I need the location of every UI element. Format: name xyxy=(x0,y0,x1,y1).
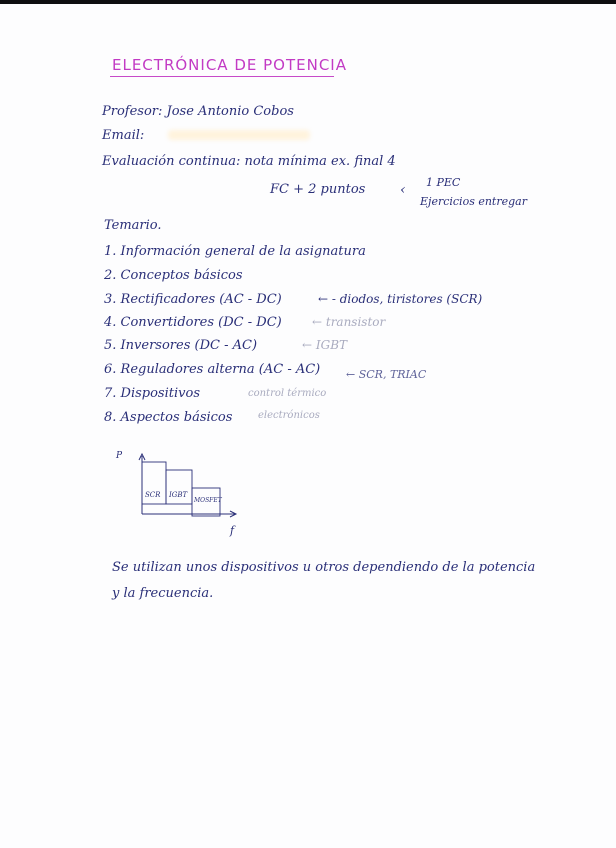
temario-item: 5. Inversores (DC - AC) xyxy=(104,338,258,353)
evaluacion-line: Evaluación continua: nota mínima ex. final 4 xyxy=(102,154,396,169)
temario-note: control térmico xyxy=(248,388,327,399)
temario-item: 8. Aspectos básicos xyxy=(104,410,233,425)
scr-label: SCR xyxy=(145,491,161,499)
temario-note: ← IGBT xyxy=(302,338,348,352)
temario-item: 3. Rectificadores (AC - DC) xyxy=(104,292,282,307)
email-label: Email: xyxy=(102,128,145,143)
ejercicios-note: Ejercicios entregar xyxy=(420,195,527,208)
temario-note: ← transistor xyxy=(312,315,386,329)
title-underline xyxy=(110,76,334,77)
temario-item: 2. Conceptos básicos xyxy=(104,268,243,283)
temario-note: ← SCR, TRIAC xyxy=(346,368,427,381)
conclusion-line-1: Se utilizan unos dispositivos u otros dependiendo de la potencia xyxy=(112,560,536,575)
power-frequency-diagram xyxy=(112,444,262,544)
profesor-line: Profesor: Jose Antonio Cobos xyxy=(102,104,294,119)
pec-note: 1 PEC xyxy=(426,176,461,189)
y-axis-label: P xyxy=(116,451,123,461)
temario-item: 7. Dispositivos xyxy=(104,386,200,401)
conclusion-line-2: y la frecuencia. xyxy=(112,586,214,601)
page-title: ELECTRÓNICA DE POTENCIA xyxy=(112,56,347,74)
redacted-email xyxy=(168,130,310,140)
igbt-label: IGBT xyxy=(169,491,188,499)
brace-arrow: ‹ xyxy=(400,182,406,198)
temario-item: 4. Convertidores (DC - DC) xyxy=(104,315,282,330)
temario-note: electrónicos xyxy=(258,410,320,421)
temario-item: 6. Reguladores alterna (AC - AC) xyxy=(104,362,321,377)
x-axis-label: f xyxy=(230,524,235,537)
temario-note: ← - diodos, tiristores (SCR) xyxy=(318,292,483,306)
temario-heading: Temario. xyxy=(104,218,162,233)
temario-item: 1. Información general de la asignatura xyxy=(104,244,366,259)
mosfet-label: MOSFET xyxy=(194,497,222,504)
fc-line: FC + 2 puntos xyxy=(270,182,366,197)
